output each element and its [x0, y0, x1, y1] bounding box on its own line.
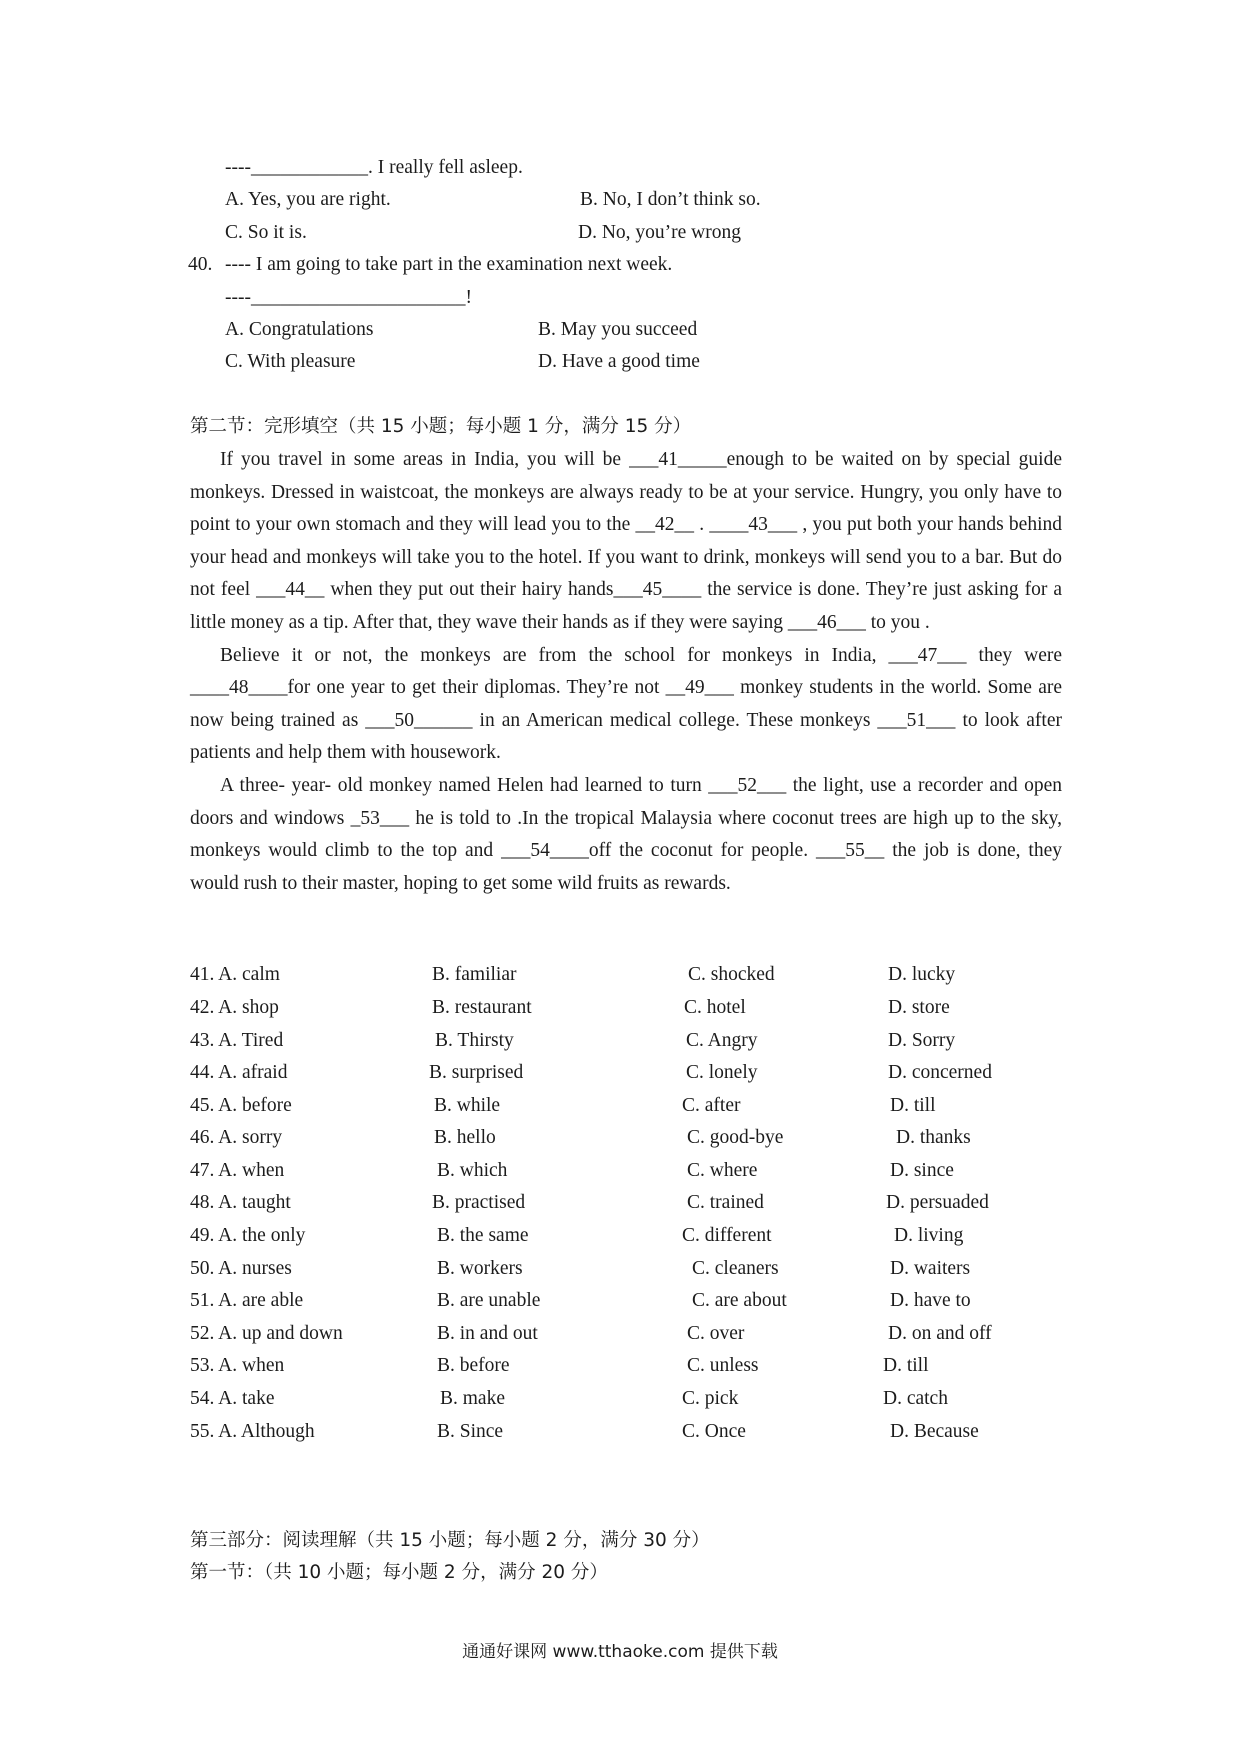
option-b: B. practised: [432, 1192, 526, 1213]
q40-option-c: C. With pleasure: [225, 351, 356, 372]
option-b: B. which: [437, 1160, 508, 1181]
section2-heading: 第二节：完形填空（共 15 小题；每小题 1 分，满分 15 分）: [190, 416, 692, 437]
option-a: 49. A. the only: [190, 1225, 306, 1246]
option-c: C. Once: [682, 1421, 746, 1442]
option-c: C. after: [682, 1095, 741, 1116]
option-c: C. pick: [682, 1388, 739, 1409]
page-footer: 通通好课网 www.tthaoke.com 提供下载: [462, 1642, 778, 1662]
option-b: B. are unable: [437, 1290, 541, 1311]
option-d: D. catch: [883, 1388, 948, 1409]
option-d: D. thanks: [896, 1127, 971, 1148]
option-a: 43. A. Tired: [190, 1030, 284, 1051]
option-b: B. while: [434, 1095, 501, 1116]
option-a: 51. A. are able: [190, 1290, 304, 1311]
option-a: 54. A. take: [190, 1388, 275, 1409]
option-c: C. are about: [692, 1290, 787, 1311]
option-d: D. lucky: [888, 964, 956, 985]
option-d: D. have to: [890, 1290, 971, 1311]
q39-option-d: D. No, you’re wrong: [578, 222, 742, 243]
q40-option-b: B. May you succeed: [538, 319, 698, 340]
cloze-passage: [190, 444, 1062, 900]
cloze-paragraph: A three- year- old monkey named Helen had learned to turn ___52___ the light, use a recorder and open doors and windows _53___ he is told to .In the tropical Malaysia where coconut trees are high up to the sky, monkeys would climb to the top and ___54____off the coconut for people. ___55__ the job is done, they would rush to their master, hoping to get some wild fruits as rewards.: [190, 774, 1062, 894]
option-c: C. shocked: [688, 964, 775, 985]
option-c: C. good-bye: [687, 1127, 784, 1148]
option-d: D. on and off: [888, 1323, 992, 1344]
option-d: D. store: [888, 997, 950, 1018]
option-d: D. since: [890, 1160, 954, 1181]
part3-heading: 第三部分：阅读理解（共 15 小题；每小题 2 分，满分 30 分）: [190, 1530, 710, 1551]
option-a: 46. A. sorry: [190, 1127, 283, 1148]
option-c: C. over: [687, 1323, 745, 1344]
option-b: B. before: [437, 1355, 510, 1376]
q39-option-b: B. No, I don’t think so.: [580, 189, 761, 210]
option-a: 47. A. when: [190, 1160, 285, 1181]
option-b: B. surprised: [429, 1062, 524, 1083]
option-c: C. where: [687, 1160, 758, 1181]
option-d: D. persuaded: [886, 1192, 989, 1213]
option-c: C. Angry: [686, 1030, 758, 1051]
option-b: B. make: [440, 1388, 505, 1409]
option-b: B. the same: [437, 1225, 529, 1246]
q39-option-c: C. So it is.: [225, 222, 307, 243]
option-d: D. waiters: [890, 1258, 971, 1279]
option-b: B. hello: [434, 1127, 496, 1148]
option-d: D. Sorry: [888, 1030, 956, 1051]
q40-prompt: ---- I am going to take part in the examination next week.: [225, 254, 673, 275]
option-a: 55. A. Although: [190, 1421, 315, 1442]
q39-blank-line: ----____________. I really fell asleep.: [225, 157, 523, 178]
option-a: 44. A. afraid: [190, 1062, 288, 1083]
option-c: C. lonely: [686, 1062, 758, 1083]
option-d: D. till: [890, 1095, 936, 1116]
option-d: D. concerned: [888, 1062, 992, 1083]
option-d: D. Because: [890, 1421, 979, 1442]
q39-option-a: A. Yes, you are right.: [225, 189, 391, 210]
part3-subheading: 第一节：（共 10 小题；每小题 2 分，满分 20 分）: [190, 1562, 608, 1583]
option-b: B. workers: [437, 1258, 523, 1279]
option-b: B. Since: [437, 1421, 504, 1442]
q40-number: 40.: [188, 254, 213, 275]
option-d: D. till: [883, 1355, 929, 1376]
option-d: D. living: [894, 1225, 964, 1246]
option-c: C. different: [682, 1225, 772, 1246]
option-a: 45. A. before: [190, 1095, 292, 1116]
cloze-paragraph: If you travel in some areas in India, you will be ___41_____enough to be waited on by special guide monkeys. Dressed in waistcoat, the monkeys are always ready to be at your service. Hungry, you only have to point to your own stomach and they will lead you to the __42__ . ____43___ , you put both your hands behind your head and monkeys will take you to the hotel. If you want to drink, monkeys will send you to a bar. But do not feel ___44__ when they put out their hairy hands___45____ the service is done. They’re just asking for a little money as a tip. After that, they wave their hands as if they were saying ___46___ to you .: [190, 449, 1062, 633]
q40-option-a: A. Congratulations: [225, 319, 374, 340]
q40-blank-line: ----______________________!: [225, 287, 472, 308]
q40-option-d: D. Have a good time: [538, 351, 700, 372]
option-b: B. restaurant: [432, 997, 532, 1018]
option-b: B. in and out: [437, 1323, 538, 1344]
option-c: C. unless: [687, 1355, 759, 1376]
option-a: 42. A. shop: [190, 997, 279, 1018]
option-a: 41. A. calm: [190, 964, 280, 985]
option-c: C. trained: [687, 1192, 764, 1213]
cloze-paragraph: Believe it or not, the monkeys are from the school for monkeys in India, ___47___ they were ____48____for one year to get their diplomas. They’re not __49___ monkey students in the world. Some are now being trained as ___50______ in an American medical college. These monkeys ___51___ to look after patients and help them with housework.: [190, 644, 1062, 764]
option-a: 52. A. up and down: [190, 1323, 343, 1344]
option-c: C. hotel: [684, 997, 746, 1018]
option-a: 50. A. nurses: [190, 1258, 292, 1279]
option-c: C. cleaners: [692, 1258, 779, 1279]
option-b: B. Thirsty: [435, 1030, 514, 1051]
option-a: 53. A. when: [190, 1355, 285, 1376]
option-b: B. familiar: [432, 964, 517, 985]
option-a: 48. A. taught: [190, 1192, 291, 1213]
